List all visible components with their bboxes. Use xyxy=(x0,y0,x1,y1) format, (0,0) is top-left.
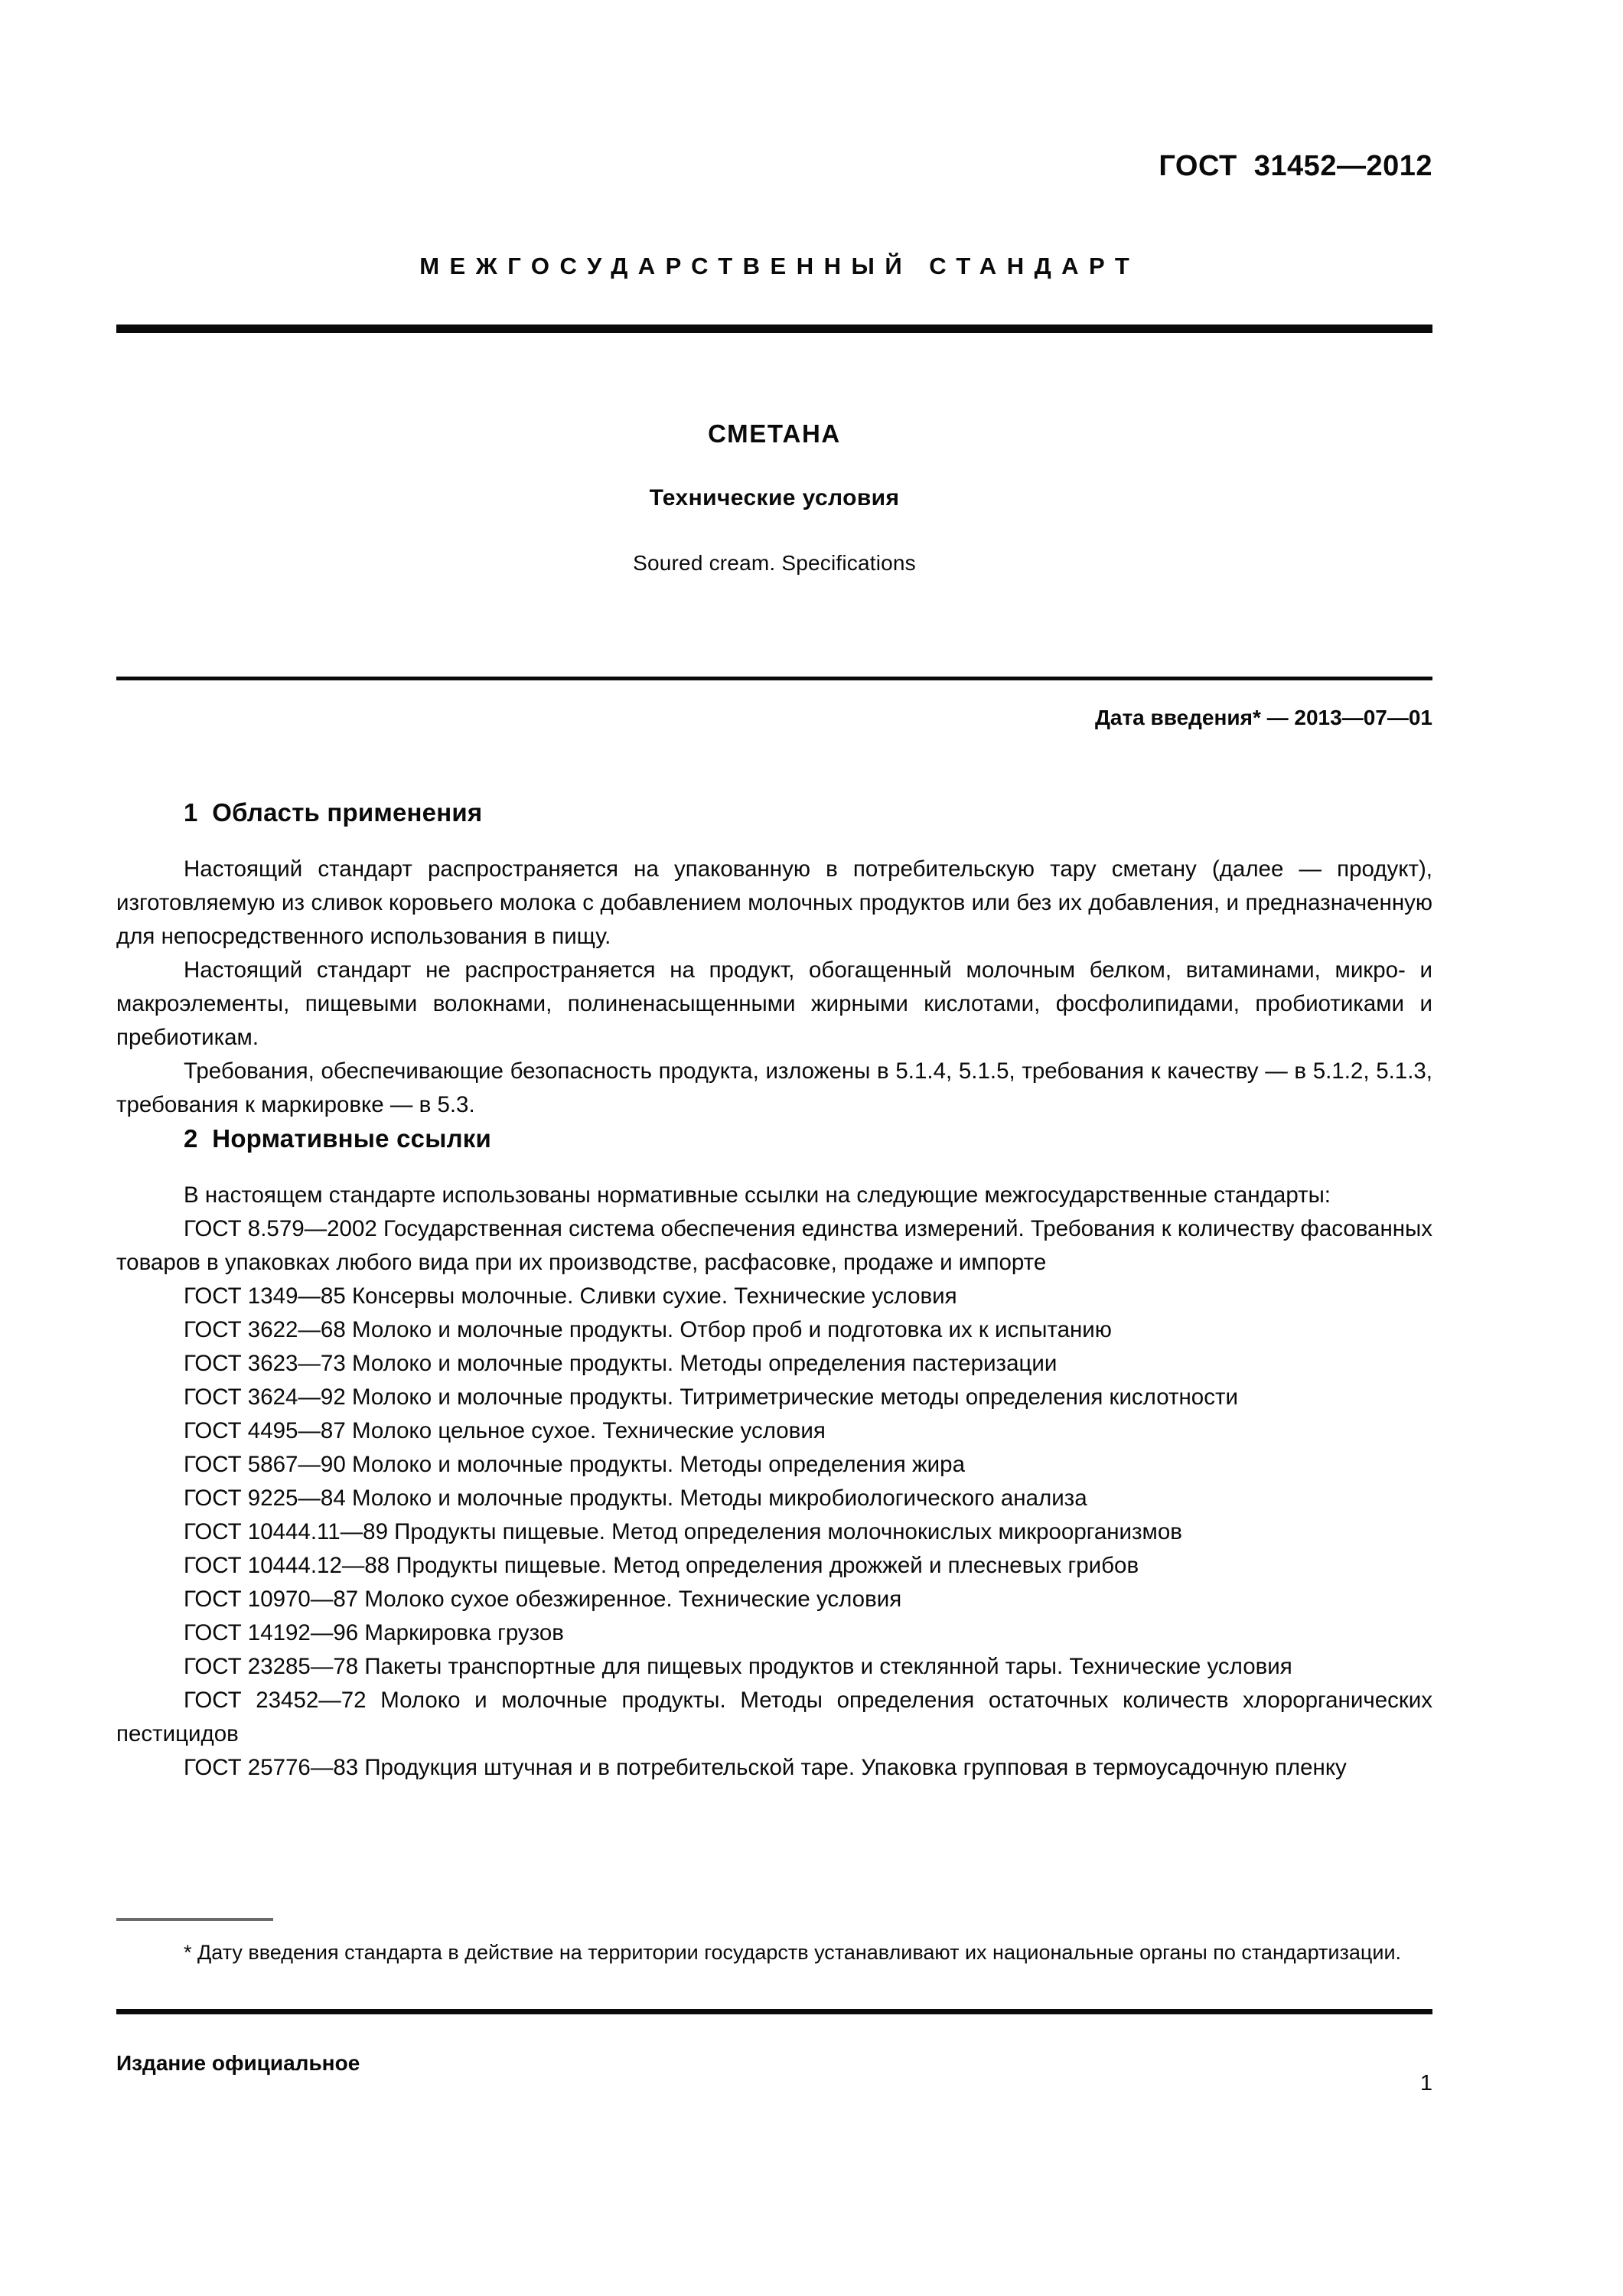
reference-item: ГОСТ 23285—78 Пакеты транспортные для пищевых продуктов и стеклянной тары. Технические условия xyxy=(184,1654,1292,1679)
page-number: 1 xyxy=(1419,2071,1432,2095)
header-rule xyxy=(116,325,1432,333)
document-number: ГОСТ 31452—2012 xyxy=(1159,150,1432,182)
reference-item: ГОСТ 3624—92 Молоко и молочные продукты. Титриметрические методы определения кислотности xyxy=(184,1384,1238,1410)
reference-item: ГОСТ 23452—72 Молоко и молочные продукты. Методы определения остаточных количеств хлорорганических пестицидов xyxy=(116,1688,1432,1746)
reference-item: ГОСТ 9225—84 Молоко и молочные продукты. Методы микробиологического анализа xyxy=(184,1486,1087,1511)
reference-item: ГОСТ 14192—96 Маркировка грузов xyxy=(184,1620,564,1645)
reference-item: ГОСТ 25776—83 Продукция штучная и в потребительской таре. Упаковка групповая в термоусадочную пленку xyxy=(184,1755,1347,1780)
footnote-text: * Дату введения стандарта в действие на территории государств устанавливают их национальные органы по стандартизации. xyxy=(184,1941,1402,1964)
edition-label: Издание официальное xyxy=(116,2051,360,2075)
footer-rule xyxy=(116,2009,1432,2014)
reference-item: ГОСТ 4495—87 Молоко цельное сухое. Технические условия xyxy=(184,1418,826,1443)
reference-item: ГОСТ 10970—87 Молоко сухое обезжиренное. Технические условия xyxy=(184,1587,902,1612)
product-title-english: Soured cream. Specifications xyxy=(633,551,916,575)
scope-paragraph-2: Настоящий стандарт не распространяется на продукт, обогащенный молочным белком, витаминами, микро- и макроэлементы, пищевыми волокнами, полиненасыщенными жирными кислотами, фосфолипидами, пробиотиками и пребиотикам. xyxy=(116,957,1432,1050)
product-title: СМЕТАНА xyxy=(708,419,841,448)
normative-references-intro: В настоящем стандарте использованы нормативные ссылки на следующие межгосударственные стандарты: xyxy=(184,1182,1331,1208)
reference-item: ГОСТ 5867—90 Молоко и молочные продукты. Методы определения жира xyxy=(184,1452,965,1477)
document-body xyxy=(116,796,1432,1785)
title-block xyxy=(116,419,1432,576)
scope-paragraph-3: Требования, обеспечивающие безопасность продукта, изложены в 5.1.4, 5.1.5, требования к качеству — в 5.1.2, 5.1.3, требования к маркировке — в 5.3. xyxy=(116,1058,1432,1117)
footnote-separator-rule xyxy=(116,1918,273,1921)
normative-reference-list xyxy=(116,1212,1432,1785)
footnote-block xyxy=(116,1936,1432,1968)
standard-band-title: МЕЖГОСУДАРСТВЕННЫЙ СТАНДАРТ xyxy=(419,253,1140,279)
section-heading-scope: 1 Область применения xyxy=(184,798,483,827)
scope-paragraph-1: Настоящий стандарт распространяется на упакованную в потребительскую тару сметану (далее — продукт), изготовляемую из сливок коровьего молока с добавлением молочных продуктов или без их добавления, и предназначенную для непосредственного использования в пищу. xyxy=(116,856,1432,949)
reference-item: ГОСТ 10444.12—88 Продукты пищевые. Метод определения дрожжей и плесневых грибов xyxy=(184,1553,1139,1578)
reference-item: ГОСТ 3623—73 Молоко и молочные продукты. Методы определения пастеризации xyxy=(184,1351,1058,1376)
reference-item: ГОСТ 8.579—2002 Государственная система обеспечения единства измерений. Требования к количеству фасованных товаров в упаковках любого вида при их производстве, расфасовке, продаже и импорте xyxy=(116,1216,1432,1275)
reference-item: ГОСТ 3622—68 Молоко и молочные продукты. Отбор проб и подготовка их к испытанию xyxy=(184,1317,1112,1342)
section-heading-normative-references: 2 Нормативные ссылки xyxy=(184,1124,491,1153)
reference-item: ГОСТ 10444.11—89 Продукты пищевые. Метод определения молочнокислых микроорганизмов xyxy=(184,1519,1182,1544)
introduction-date: Дата введения* — 2013—07—01 xyxy=(1094,706,1432,729)
product-subtitle: Технические условия xyxy=(649,485,900,510)
reference-item: ГОСТ 1349—85 Консервы молочные. Сливки сухие. Технические условия xyxy=(184,1283,957,1309)
title-block-rule xyxy=(116,677,1432,680)
